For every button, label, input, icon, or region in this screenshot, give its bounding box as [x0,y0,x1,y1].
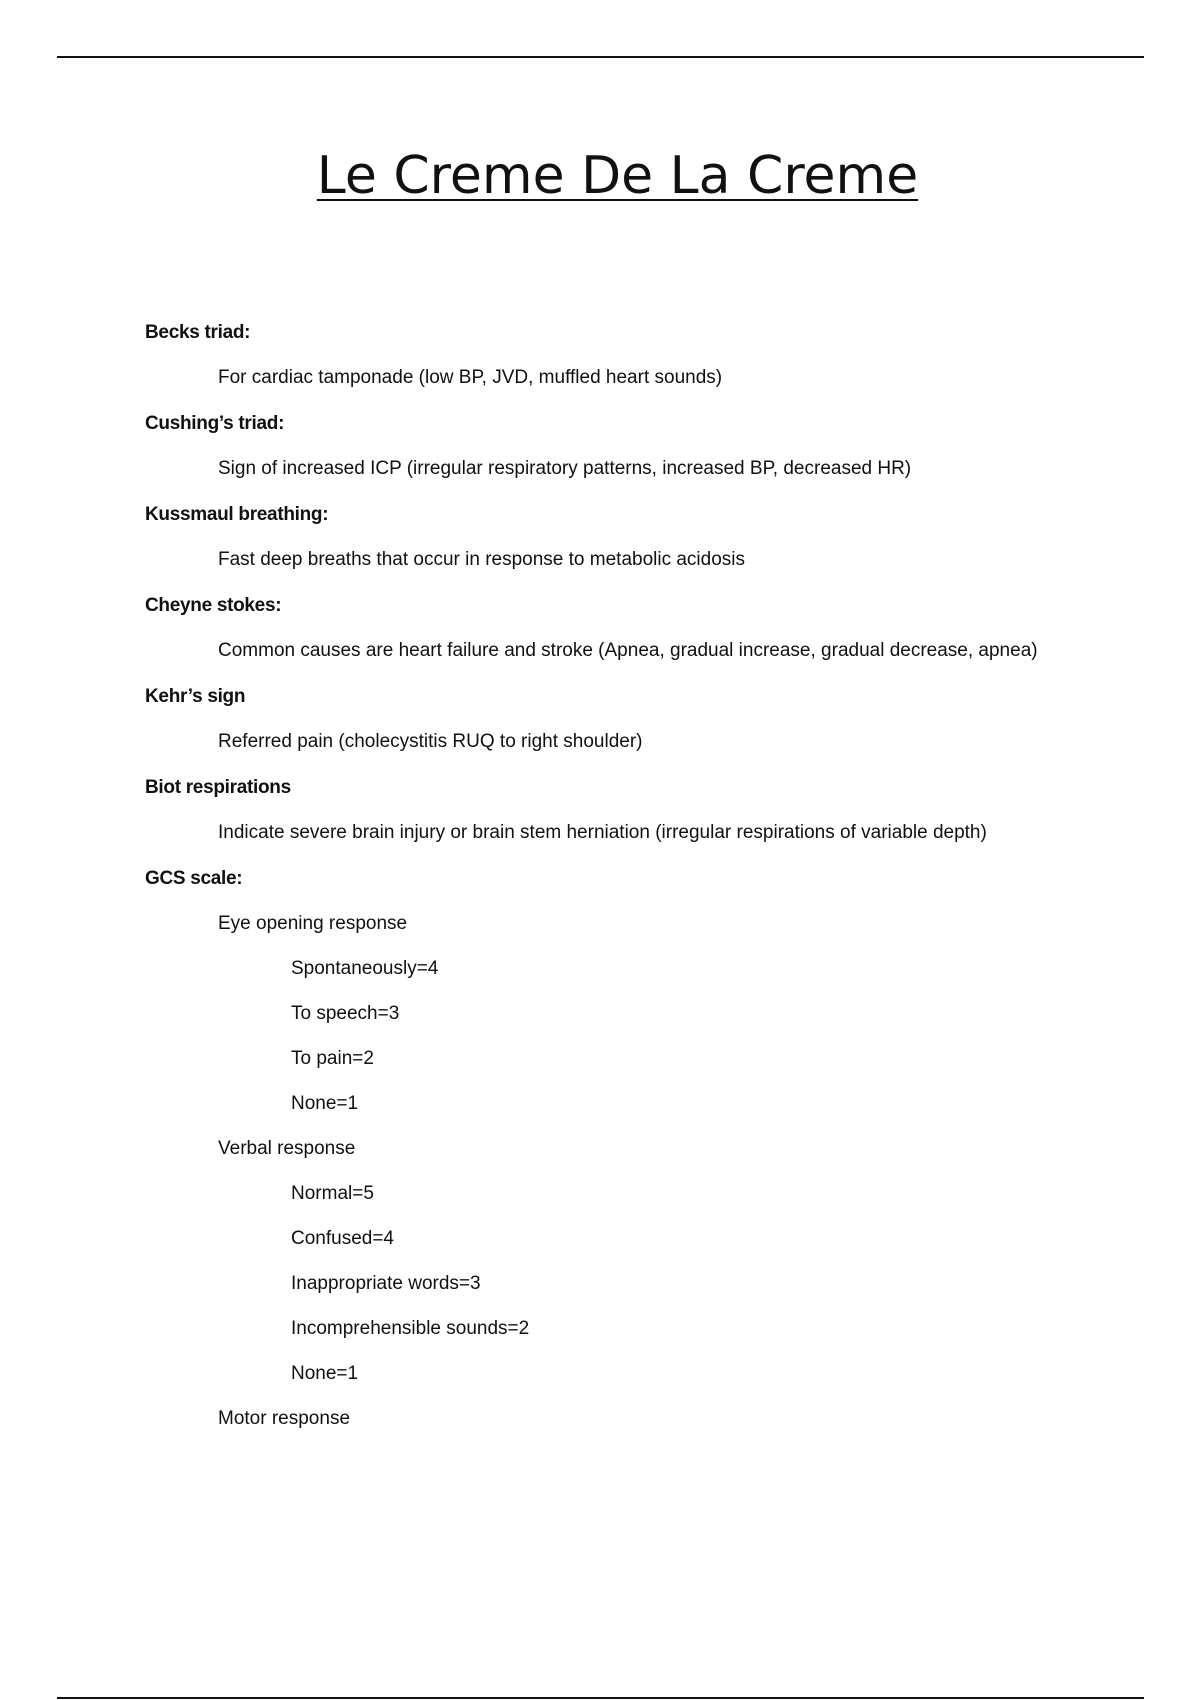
term-biot-respirations: Biot respirations [145,777,291,798]
description-cushings-triad: Sign of increased ICP (irregular respiratory patterns, increased BP, decreased HR) [218,458,912,479]
document-body [145,318,1135,1449]
document-title: Le Creme De La Creme [316,146,919,206]
term-cushings-triad: Cushing’s triad: [145,413,285,434]
description-biot-respirations: Indicate severe brain injury or brain stem herniation (irregular respirations of variable depth) [218,822,987,843]
term-kussmaul-breathing: Kussmaul breathing: [145,504,329,525]
gcs-verbal-label: Verbal response [218,1138,356,1159]
gcs-verbal-item: Incomprehensible sounds=2 [291,1318,530,1339]
gcs-verbal-item: None=1 [291,1363,359,1384]
term-gcs-scale: GCS scale: [145,868,243,889]
description-kussmaul-breathing: Fast deep breaths that occur in response to metabolic acidosis [218,549,746,570]
description-kehrs-sign: Referred pain (cholecystitis RUQ to right shoulder) [218,731,643,752]
top-rule [57,56,1144,58]
gcs-motor-label: Motor response [218,1408,351,1429]
gcs-verbal-item: Inappropriate words=3 [291,1273,481,1294]
gcs-eye-item: To pain=2 [291,1048,374,1069]
term-becks-triad: Becks triad: [145,322,251,343]
gcs-eye-item: None=1 [291,1093,359,1114]
gcs-eye-opening-label: Eye opening response [218,913,408,934]
bottom-rule [57,1697,1144,1699]
gcs-verbal-item: Normal=5 [291,1183,374,1204]
term-cheyne-stokes: Cheyne stokes: [145,595,282,616]
description-cheyne-stokes: Common causes are heart failure and stroke (Apnea, gradual increase, gradual decrease, apnea) [218,640,1038,661]
term-kehrs-sign: Kehr’s sign [145,686,246,707]
gcs-verbal-item: Confused=4 [291,1228,394,1249]
gcs-eye-item: To speech=3 [291,1003,400,1024]
gcs-eye-item: Spontaneously=4 [291,958,439,979]
description-becks-triad: For cardiac tamponade (low BP, JVD, muffled heart sounds) [218,367,723,388]
